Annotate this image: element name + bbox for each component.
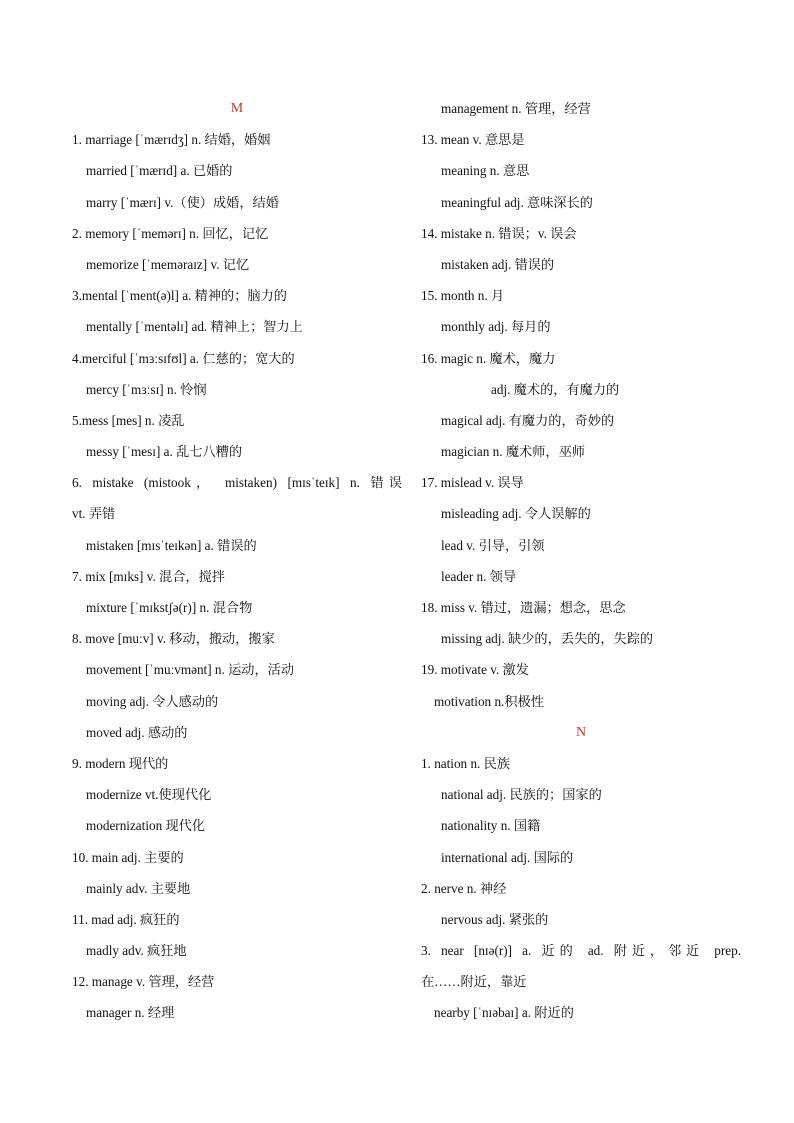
vocab-derivative: messy [ˈmesɪ] a. 乱七八糟的 <box>86 444 243 460</box>
vocab-derivative: mistaken [mɪsˈteɪkən] a. 错误的 <box>86 537 257 553</box>
vocab-derivative: madly adv. 疯狂地 <box>86 943 187 959</box>
vocab-entry: 19. motivate v. 激发 <box>421 662 529 678</box>
vocab-derivative: meaningful adj. 意味深长的 <box>441 194 593 210</box>
vocab-derivative: memorize [ˈmeməraɪz] v. 记忆 <box>86 256 250 272</box>
vocab-entry: 1. nation n. 民族 <box>421 755 511 771</box>
vocab-entry: 12. manage v. 管理，经营 <box>72 974 215 990</box>
vocab-derivative: management n. 管理，经营 <box>441 101 591 116</box>
vocab-entry: 17. mislead v. 误导 <box>421 475 524 491</box>
vocab-derivative: modernization 现代化 <box>86 818 206 834</box>
vocab-entry: vt. 弄错 <box>72 506 116 522</box>
left-column <box>72 93 402 1029</box>
vocab-entry: 3. near [nɪə(r)] a. 近的 ad. 附近，邻近 prep. <box>421 943 741 959</box>
vocab-derivative: manager n. 经理 <box>86 1005 175 1021</box>
vocab-derivative: mercy [ˈmɜːsɪ] n. 怜悯 <box>86 381 207 397</box>
section-heading: M <box>230 101 244 116</box>
vocab-entry: 9. modern 现代的 <box>72 755 169 771</box>
vocab-entry: 1. marriage [ˈmærɪdʒ] n. 结婚，婚姻 <box>72 132 271 148</box>
vocab-entry: 在……附近，靠近 <box>421 974 527 990</box>
section-heading: N <box>575 724 587 740</box>
vocab-derivative: moved adj. 感动的 <box>86 724 188 740</box>
vocab-derivative: leader n. 领导 <box>441 568 517 584</box>
vocab-entry: 6. mistake (mistook， mistaken) [mɪsˈteɪk] n. 错误 <box>72 475 402 491</box>
vocab-entry: 10. main adj. 主要的 <box>72 849 184 865</box>
vocab-derivative: adj. 魔术的，有魔力的 <box>491 381 620 397</box>
vocab-derivative: lead v. 引导，引领 <box>441 537 545 553</box>
vocab-derivative: mentally [ˈmentəlɪ] ad. 精神上；智力上 <box>86 319 303 335</box>
vocab-entry: 5.mess [mes] n. 凌乱 <box>72 412 185 428</box>
vocab-entry: 2. nerve n. 神经 <box>421 880 507 896</box>
vocab-derivative: international adj. 国际的 <box>441 849 574 865</box>
vocab-derivative: mistaken adj. 错误的 <box>441 256 555 272</box>
vocab-derivative: nationality n. 国籍 <box>441 818 541 834</box>
vocab-entry: 15. month n. 月 <box>421 288 505 304</box>
vocab-derivative: movement [ˈmuːvmənt] n. 运动，活动 <box>86 662 295 678</box>
vocab-entry: 16. magic n. 魔术，魔力 <box>421 350 556 366</box>
vocab-entry: 11. mad adj. 疯狂的 <box>72 911 180 927</box>
vocab-derivative: magician n. 魔术师，巫师 <box>441 444 585 460</box>
vocab-derivative: marry [ˈmærɪ] v.（使）成婚，结婚 <box>86 194 279 210</box>
vocab-derivative: meaning n. 意思 <box>441 163 530 179</box>
vocab-entry: 7. mix [mɪks] v. 混合，搅拌 <box>72 568 225 584</box>
vocab-derivative: nearby [ˈnɪəbaɪ] a. 附近的 <box>434 1005 574 1021</box>
vocab-derivative: misleading adj. 令人误解的 <box>441 506 591 522</box>
vocab-entry: 18. miss v. 错过，遗漏；想念，思念 <box>421 600 626 615</box>
vocab-derivative: moving adj. 令人感动的 <box>86 693 219 709</box>
vocab-derivative: modernize vt.使现代化 <box>86 787 212 803</box>
vocab-derivative: magical adj. 有魔力的，奇妙的 <box>441 412 615 428</box>
vocab-derivative: missing adj. 缺少的，丢失的，失踪的 <box>441 631 654 647</box>
vocab-entry: 3.mental [ˈment(ə)l] a. 精神的；脑力的 <box>72 288 287 304</box>
vocab-derivative: mainly adv. 主要地 <box>86 880 191 896</box>
vocab-derivative: national adj. 民族的；国家的 <box>441 787 602 803</box>
vocab-derivative: mixture [ˈmɪkstʃə(r)] n. 混合物 <box>86 600 253 615</box>
vocab-entry: 13. mean v. 意思是 <box>421 132 525 148</box>
vocab-entry: 4.merciful [ˈmɜːsɪfʊl] a. 仁慈的；宽大的 <box>72 350 295 366</box>
vocab-derivative: nervous adj. 紧张的 <box>441 911 549 927</box>
vocab-entry: 14. mistake n. 错误；v. 误会 <box>421 225 577 241</box>
vocab-derivative: motivation n.积极性 <box>434 693 544 709</box>
vocab-entry: 8. move [muːv] v. 移动，搬动，搬家 <box>72 631 275 647</box>
vocab-derivative: married [ˈmærɪd] a. 已婚的 <box>86 163 233 179</box>
right-column <box>421 93 741 1029</box>
vocab-derivative: monthly adj. 每月的 <box>441 319 551 335</box>
vocab-entry: 2. memory [ˈmemərɪ] n. 回忆，记忆 <box>72 225 269 241</box>
